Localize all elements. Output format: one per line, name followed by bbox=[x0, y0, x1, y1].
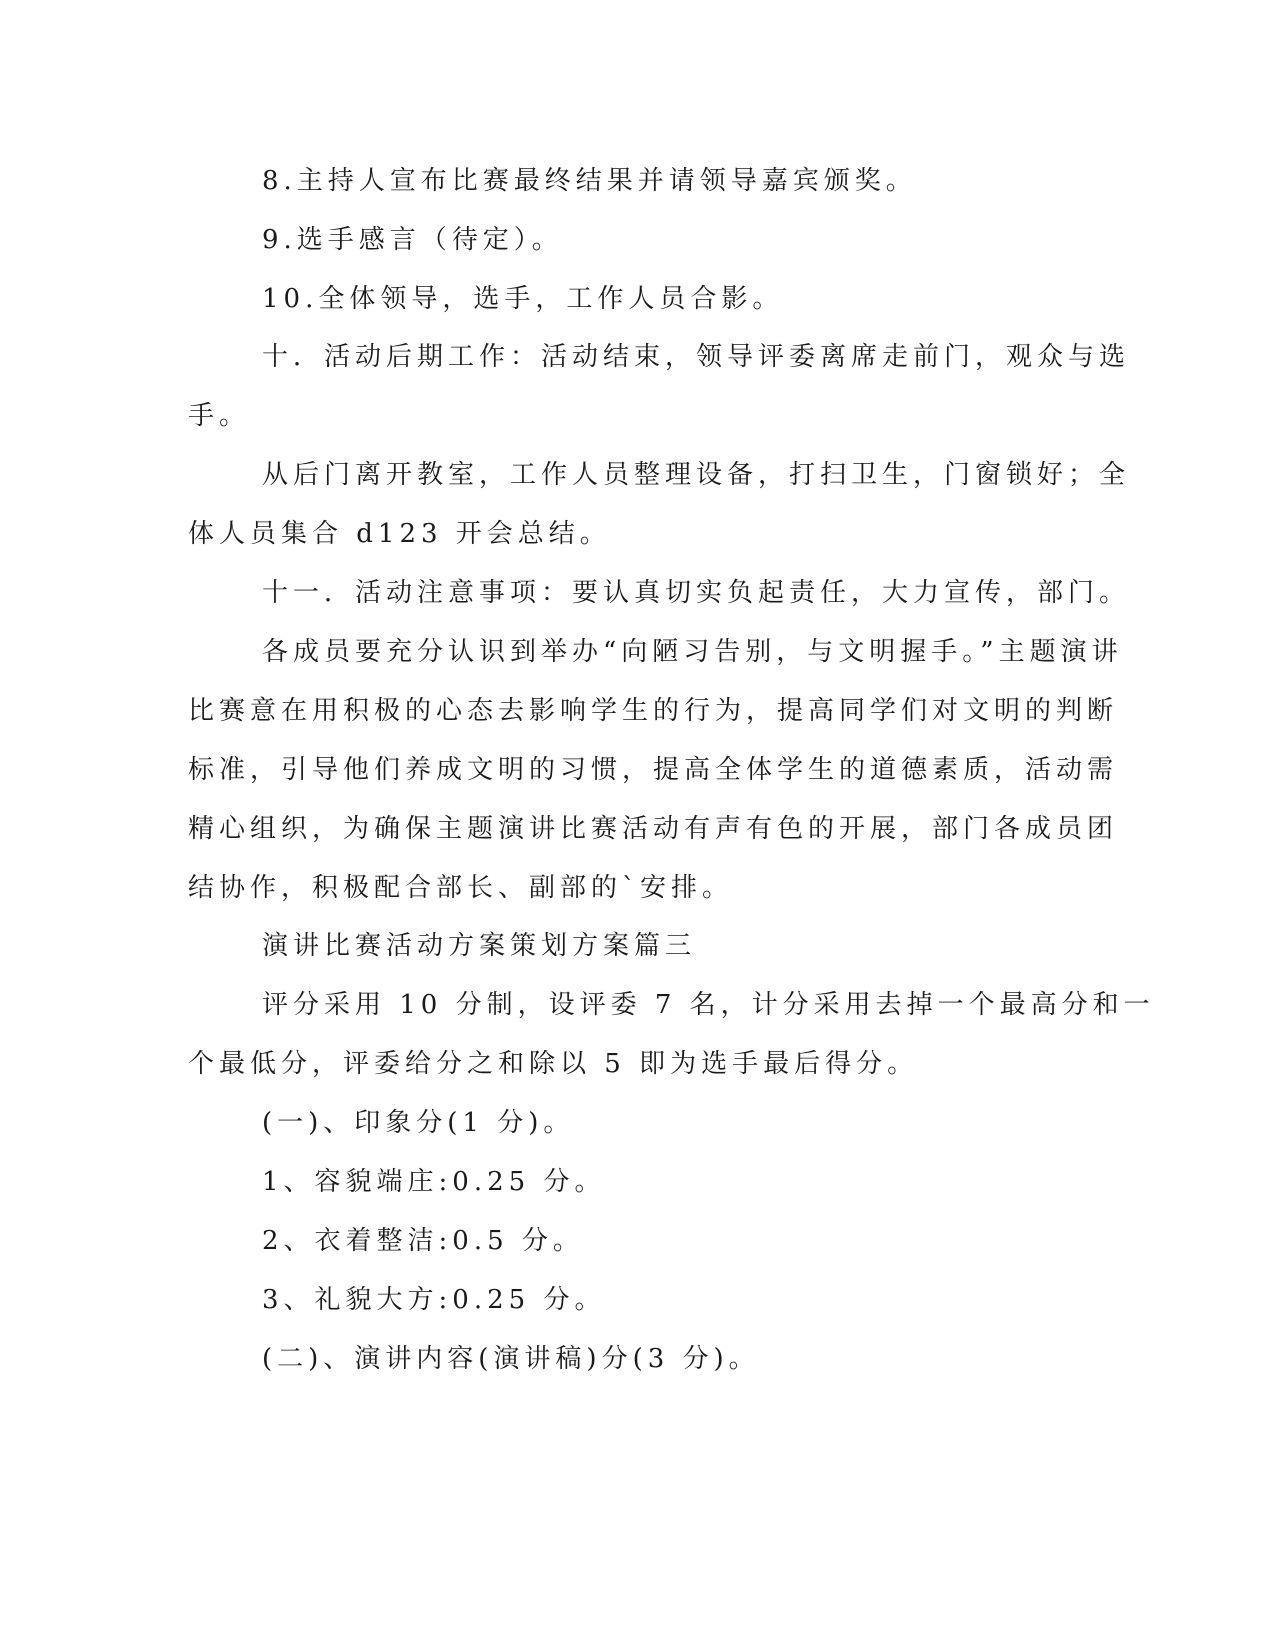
paragraph-line: 1、容貌端庄:0.25 分。 bbox=[262, 1167, 606, 1197]
paragraph-line: 比赛意在用积极的心态去影响学生的行为，提高同学们对文明的判断 bbox=[188, 696, 1119, 726]
paragraph-line: 评分采用 10 分制，设评委 7 名，计分采用去掉一个最高分和一 bbox=[262, 990, 1155, 1020]
paragraph-line: (二)、演讲内容(演讲稿)分(3 分)。 bbox=[262, 1344, 760, 1374]
paragraph-line: 标准，引导他们养成文明的习惯，提高全体学生的道德素质，活动需 bbox=[188, 755, 1119, 785]
paragraph-line: (一)、印象分(1 分)。 bbox=[262, 1108, 575, 1138]
paragraph-line: 手。 bbox=[188, 401, 251, 431]
paragraph-line: 各成员要充分认识到举办“向陋习告别，与文明握手。”主题演讲 bbox=[262, 637, 1123, 667]
paragraph-line: 十一．活动注意事项：要认真切实负起责任，大力宣传，部门。 bbox=[262, 578, 1131, 608]
paragraph-line: 结协作，积极配合部长、副部的`安排。 bbox=[188, 873, 734, 903]
paragraph-line: 体人员集合 d123 开会总结。 bbox=[188, 519, 611, 549]
section-heading: 演讲比赛活动方案策划方案篇三 bbox=[262, 931, 697, 961]
paragraph-line: 10.全体领导，选手，工作人员合影。 bbox=[262, 284, 784, 314]
paragraph-line: 9.选手感言（待定）。 bbox=[262, 225, 563, 255]
paragraph-line: 3、礼貌大方:0.25 分。 bbox=[262, 1285, 606, 1315]
paragraph-line: 精心组织，为确保主题演讲比赛活动有声有色的开展，部门各成员团 bbox=[188, 814, 1119, 844]
paragraph-line: 2、衣着整洁:0.5 分。 bbox=[262, 1226, 584, 1256]
paragraph-line: 8.主持人宣布比赛最终结果并请领导嘉宾颁奖。 bbox=[262, 166, 917, 196]
paragraph-line: 十．活动后期工作：活动结束，领导评委离席走前门，观众与选 bbox=[262, 342, 1131, 372]
paragraph-line: 个最低分，评委给分之和除以 5 即为选手最后得分。 bbox=[188, 1049, 919, 1079]
paragraph-line: 从后门离开教室，工作人员整理设备，打扫卫生，门窗锁好；全 bbox=[262, 460, 1131, 490]
